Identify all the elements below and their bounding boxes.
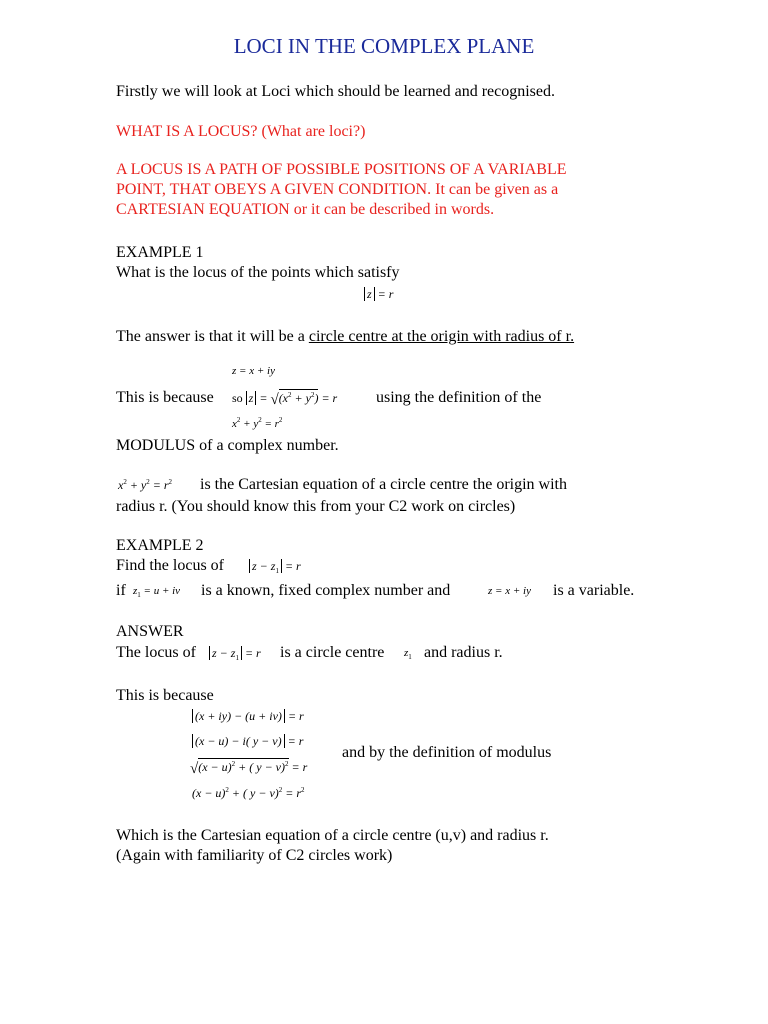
intro-text: Firstly we will look at Loci which should be learned and recognised. [116,83,556,100]
because-text: This is because [116,687,214,704]
answer-heading: ANSWER [116,623,184,640]
find-prefix: Find the locus of [116,557,224,574]
derivation-step-1: (x + iy) − (u + iv) = r [192,709,304,723]
example-1-prompt: What is the locus of the points which satisfy [116,264,400,281]
equation-cartesian-circle: $x^2 + y^2 = r^2$ [118,478,173,492]
page-title: LOCI IN THE COMPLEX PLANE [233,34,535,58]
example-1-heading: EXAMPLE 1 [116,244,204,261]
answer-underlined: circle centre at the origin with radius of r. [308,328,575,345]
locus-definition-line-3: CARTESIAN EQUATION or it can be described in words. [116,201,495,218]
equation-z-equals-x-plus-iy: z = x + iy [232,365,275,377]
locus-question: WHAT IS A LOCUS? (What are loci?) [116,123,366,140]
modulus-definition-text: and by the definition of modulus [342,744,552,761]
equation-z-variable: z = x + iy [488,585,531,597]
example-2-heading: EXAMPLE 2 [116,537,204,554]
locus-prefix: The locus of [116,644,196,661]
example-1-answer [116,327,574,347]
equation-modulus-sqrt: so $z = √(x^2 + y^2) = r$ [232,391,338,408]
locus-definition-line-2: POINT, THAT OBEYS A GIVEN CONDITION. It can be given as a [116,181,559,198]
derivation-step-3: $√(x - u)^2$ + ( y − v)$^2$ = r [190,760,308,777]
conclusion-line-2: (Again with familiarity of C2 circles work) [116,847,393,864]
variable-text: is a variable. [553,582,635,599]
locus-suffix: and radius r. [424,644,503,661]
derivation-step-2: (x − u) − i( y − v) = r [192,734,303,748]
because-suffix: using the definition of the [376,389,542,406]
because-prefix: This is because [116,389,214,406]
modulus-line: MODULUS of a complex number. [116,437,339,454]
locus-mid: is a circle centre [280,644,385,661]
derivation-step-4: $(x - u)^2$ + ( $y - v)^2 = r^2$ [192,786,305,800]
equation-z1-equals-u-plus-iv: $z_1 = u$ + iv [133,585,181,599]
equation-z1: $z_1$ [404,647,412,661]
conclusion-line-1: Which is the Cartesian equation of a circle centre (u,v) and radius r. [116,827,549,844]
cartesian-text-line-1: is the Cartesian equation of a circle centre the origin with [200,476,567,493]
equation-modulus-z-equals-r: z = r [364,287,393,301]
if-word: if [116,582,126,599]
known-text: is a known, fixed complex number and [201,582,451,599]
cartesian-text-line-2: radius r. (You should know this from your C2 work on circles) [116,498,516,515]
equation-modulus-z-minus-z1: $z - z_1 = r$ [249,559,301,573]
answer-prefix: The answer is that it will be a [116,328,309,345]
so-word: so [232,391,243,405]
equation-circle-x2-y2-r2: $x^2 + y^2 = r^2$ [232,416,283,430]
locus-definition-line-1: A LOCUS IS A PATH OF POSSIBLE POSITIONS OF A VARIABLE [116,161,567,178]
equation-locus-modulus: $z - z_1 = r$ [209,646,261,660]
